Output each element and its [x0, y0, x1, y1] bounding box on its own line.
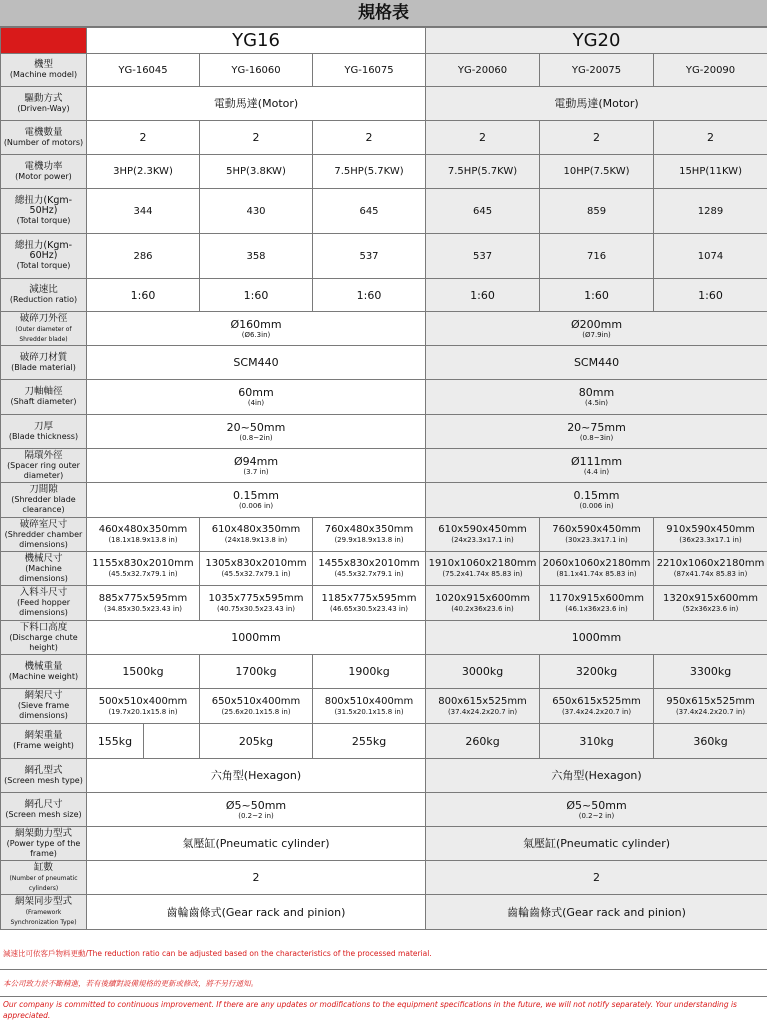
value-cell [313, 518, 426, 552]
spec-row-model [1, 54, 767, 87]
row-label-en: (Motor power) [15, 171, 72, 181]
value-cell [87, 380, 426, 415]
value-cell [426, 759, 767, 793]
row-label [1, 518, 87, 552]
value-cell: 1500kg [87, 655, 200, 689]
value-main: 0.15mm [573, 489, 620, 502]
spec-row-driven-way [1, 87, 767, 121]
row-label-en: (Shaft diameter) [10, 397, 77, 406]
value-main: 155kg [87, 724, 144, 758]
value-sub: (30x23.3x17.1 in) [565, 536, 628, 544]
row-label [1, 155, 87, 189]
row-label [1, 724, 87, 759]
value-cell: 3200kg [540, 655, 654, 689]
value-cell [426, 827, 767, 861]
value-cell: 537 [313, 234, 426, 279]
value-cell [540, 552, 654, 586]
row-label-en: (Frame weight) [13, 741, 74, 750]
value-cell: 205kg [200, 724, 313, 759]
value-cell [654, 586, 767, 621]
row-label-en: (Total torque) [16, 261, 71, 270]
value-main: 六角型(Hexagon) [551, 769, 642, 782]
row-label-zh: 刀間隙 [29, 484, 58, 495]
row-label [1, 346, 87, 380]
value-sub: (87x41.74x 85.83 in) [673, 570, 748, 578]
value-sub: (0.2~2 in) [578, 811, 615, 820]
value-main: 2210x1060x2180mm [656, 558, 765, 569]
spec-row-chamber-dimensions [1, 518, 767, 552]
value-sub: (37.4x24.2x20.7 in) [675, 707, 746, 716]
row-label-zh: 網孔型式 [24, 764, 63, 776]
value-cell [426, 861, 767, 895]
value-main: Ø5~50mm [566, 798, 627, 812]
value-main: 20~75mm [567, 420, 626, 434]
row-label-zh: 網架重量 [24, 730, 63, 741]
row-label [1, 189, 87, 234]
value-main: 電動馬達(Motor) [213, 97, 299, 110]
value-cell: 537 [426, 234, 540, 279]
value-cell [87, 793, 426, 827]
row-label-en: (Shredder blade clearance) [11, 495, 76, 514]
value-main: 2060x1060x2180mm [542, 558, 651, 569]
spec-row-blade-material [1, 346, 767, 380]
value-main: 650x510x400mm [211, 695, 301, 707]
value-cell: 286 [87, 234, 200, 279]
value-cell: YG-20060 [426, 54, 540, 87]
row-label [1, 380, 87, 415]
value-main: 800x510x400mm [324, 695, 414, 707]
value-sub: (4.4 in) [583, 467, 610, 476]
value-sub: (31.5x20.1x15.8 in) [334, 707, 404, 716]
value-main: 1035x775x595mm [208, 592, 304, 604]
spec-row-motor-power [1, 155, 767, 189]
value-sub: (0.8~3in) [579, 433, 614, 442]
value-cell [87, 483, 426, 518]
row-label-en: (Spacer ring outer diameter) [7, 460, 80, 480]
value-cell [426, 895, 767, 930]
row-label-zh: 網架尺寸 [24, 690, 63, 701]
value-cell [426, 518, 540, 552]
value-cell [540, 689, 654, 724]
value-sub: (29.9x18.9x13.8 in) [334, 536, 404, 544]
row-label [1, 415, 87, 449]
value-cell: 859 [540, 189, 654, 234]
value-cell [87, 87, 426, 121]
value-sub: (18.1x18.9x13.8 in) [108, 536, 178, 544]
row-label [1, 449, 87, 483]
value-sub: (34.85x30.5x23.43 in) [103, 604, 183, 613]
value-main: 800x615x525mm [438, 695, 527, 707]
note-en: Our company is committed to continuous improvement. If there are any updates or modifications to the equipment specifications in the future, we will not notify separately. Your understanding is appreciated. [3, 1000, 737, 1020]
spec-row-frame-weight [1, 724, 767, 759]
value-main: 760x590x450mm [552, 524, 641, 535]
value-sub: (25.6x20.1x15.8 in) [221, 707, 291, 716]
value-sub: (0.8~2in) [239, 433, 273, 442]
group-header-yg20: YG20 [426, 28, 767, 54]
spec-row-discharge-chute [1, 621, 767, 655]
row-label-en: (Power type of the frame) [6, 838, 81, 858]
row-label [1, 621, 87, 655]
value-cell [87, 346, 426, 380]
group-header-row [1, 28, 767, 54]
value-cell: 1:60 [654, 279, 767, 312]
row-label-en: (Screen mesh size) [5, 809, 82, 819]
value-main: 氣壓缸(Pneumatic cylinder) [523, 837, 671, 850]
value-cell: 2 [654, 121, 767, 155]
value-main: 1320x915x600mm [663, 592, 758, 604]
value-main: 610x590x450mm [438, 524, 527, 535]
value-cell: 2 [313, 121, 426, 155]
row-label-en: (Machine model) [9, 70, 78, 79]
row-label [1, 861, 87, 895]
row-label [1, 483, 87, 518]
row-label [1, 586, 87, 621]
spec-row-blade-thickness [1, 415, 767, 449]
spec-row-feed-hopper [1, 586, 767, 621]
note-zh: 本公司致力於不斷精進，若有後續對設備規格的更新或修改，將不另行通知。 [0, 970, 767, 997]
row-label-zh: 總扭力(Kgm-50Hz) [14, 195, 73, 216]
value-cell [426, 346, 767, 380]
row-label-zh: 下料口高度 [19, 621, 68, 633]
page-title: 規格表 [0, 0, 767, 27]
value-cell: 7.5HP(5.7KW) [313, 155, 426, 189]
value-main: 1000mm [571, 631, 622, 644]
value-cell [426, 552, 540, 586]
row-label-zh: 破碎刀外徑 [19, 312, 68, 324]
value-cell [426, 449, 767, 483]
row-label-en: (Outer diameter of Shredder blade) [15, 325, 72, 343]
value-main: 80mm [578, 386, 615, 399]
value-cell [654, 689, 767, 724]
row-label-en: (Framework Synchronization Type) [10, 909, 77, 926]
value-cell [87, 518, 200, 552]
value-sub: (81.1x41.74x 85.83 in) [556, 570, 637, 578]
row-label-en: (Blade thickness) [8, 431, 79, 441]
value-main: 氣壓缸(Pneumatic cylinder) [182, 837, 330, 850]
value-cell [426, 586, 540, 621]
value-cell [426, 793, 767, 827]
value-main: 1910x1060x2180mm [428, 558, 537, 569]
value-cell: 2 [426, 121, 540, 155]
value-cell: 1289 [654, 189, 767, 234]
value-cell [87, 895, 426, 930]
row-label-zh: 網架同步型式 [14, 896, 72, 907]
empty-subcell [144, 724, 199, 758]
row-label [1, 759, 87, 793]
row-label-en: (Blade material) [11, 362, 76, 372]
value-cell [87, 415, 426, 449]
value-cell: 15HP(11KW) [654, 155, 767, 189]
spec-row-sieve-frame [1, 689, 767, 724]
value-cell [426, 483, 767, 518]
value-cell [426, 312, 767, 346]
value-cell: 1700kg [200, 655, 313, 689]
value-main: Ø200mm [570, 317, 623, 331]
group-header-yg16: YG16 [87, 28, 426, 54]
value-cell: 5HP(3.8KW) [200, 155, 313, 189]
value-cell [200, 518, 313, 552]
value-cell: 3HP(2.3KW) [87, 155, 200, 189]
corner-cell [1, 28, 87, 54]
spec-row-torque-60hz [1, 234, 767, 279]
row-label-zh: 機械尺寸 [24, 552, 63, 564]
value-main: 2 [593, 871, 601, 884]
value-sub: (24x18.9x13.8 in) [224, 536, 288, 544]
value-main: 760x480x350mm [324, 524, 414, 535]
value-sub: (52x36x23.6 in) [682, 604, 739, 613]
value-main: 60mm [238, 386, 274, 399]
value-sub: (0.006 in) [238, 502, 274, 510]
value-cell [87, 724, 200, 759]
value-cell: YG-16060 [200, 54, 313, 87]
value-sub: (45.5x32.7x79.1 in) [221, 570, 291, 578]
spec-row-machine-weight [1, 655, 767, 689]
spec-row-screen-mesh-type [1, 759, 767, 793]
value-sub: (40.75x30.5x23.43 in) [216, 604, 296, 613]
row-label-zh: 缸數 [33, 861, 53, 873]
row-label [1, 552, 87, 586]
value-main: 885x775x595mm [98, 592, 188, 604]
row-label-zh: 總扭力(Kgm-60Hz) [14, 240, 73, 261]
value-main: 1185x775x595mm [321, 592, 417, 604]
value-cell: 645 [313, 189, 426, 234]
value-main: 1155x830x2010mm [92, 558, 194, 569]
row-label-zh: 隔環外徑 [24, 449, 63, 461]
spec-row-machine-dimensions [1, 552, 767, 586]
row-label-zh: 網孔尺寸 [24, 798, 63, 810]
spec-row-framework-sync [1, 895, 767, 930]
row-label [1, 655, 87, 689]
value-sub: (0.006 in) [579, 502, 614, 510]
row-label-zh: 破碎室尺寸 [19, 518, 68, 530]
value-main: SCM440 [573, 356, 620, 369]
value-sub: (75.2x41.74x 85.83 in) [442, 570, 523, 578]
value-main: 齒輪齒條式(Gear rack and pinion) [166, 905, 346, 919]
value-main: 650x615x525mm [552, 695, 641, 707]
value-main: 電動馬達(Motor) [554, 97, 639, 110]
value-main: Ø5~50mm [225, 798, 287, 812]
value-sub: (46.1x36x23.6 in) [565, 604, 628, 613]
row-label-zh: 驅動方式 [24, 92, 63, 104]
value-main: Ø94mm [233, 454, 279, 468]
value-sub: (45.5x32.7x79.1 in) [334, 570, 404, 578]
value-cell [540, 518, 654, 552]
row-label-en: (Screen mesh type) [4, 775, 83, 785]
value-cell [313, 689, 426, 724]
row-label [1, 234, 87, 279]
row-label-en: (Sieve frame dimensions) [17, 701, 70, 720]
value-cell: 430 [200, 189, 313, 234]
value-sub: (46.65x30.5x23.43 in) [329, 604, 409, 613]
value-main: Ø160mm [230, 317, 282, 331]
row-label-zh: 電機功率 [24, 160, 63, 172]
spec-row-torque-50hz [1, 189, 767, 234]
value-sub: (19.7x20.1x15.8 in) [108, 707, 178, 716]
spec-row-outer-diameter [1, 312, 767, 346]
row-label [1, 689, 87, 724]
row-label-zh: 刀厚 [33, 420, 53, 432]
value-cell: 716 [540, 234, 654, 279]
value-sub: (4in) [247, 399, 265, 407]
spec-row-number-of-motors [1, 121, 767, 155]
value-sub: (37.4x24.2x20.7 in) [561, 707, 632, 716]
value-cell [426, 415, 767, 449]
value-cell [426, 87, 767, 121]
value-cell: 1:60 [426, 279, 540, 312]
value-cell: 1:60 [87, 279, 200, 312]
value-main: 950x615x525mm [666, 695, 755, 707]
value-cell [313, 552, 426, 586]
value-cell [426, 380, 767, 415]
value-cell: 2 [200, 121, 313, 155]
value-cell [200, 552, 313, 586]
row-label-zh: 減速比 [29, 284, 58, 295]
row-label-en: (Total torque) [16, 216, 71, 225]
row-label [1, 54, 87, 87]
value-cell: YG-20090 [654, 54, 767, 87]
value-main: 0.15mm [233, 489, 279, 502]
row-label [1, 87, 87, 121]
value-main: 齒輪齒條式(Gear rack and pinion) [507, 905, 686, 919]
row-label-zh: 電機數量 [24, 126, 63, 138]
row-label [1, 279, 87, 312]
value-main: 20~50mm [226, 420, 286, 434]
value-cell: YG-20075 [540, 54, 654, 87]
value-cell: 3000kg [426, 655, 540, 689]
value-cell [87, 861, 426, 895]
value-main: 610x480x350mm [211, 524, 301, 535]
notes [0, 937, 767, 1024]
value-cell: 2 [540, 121, 654, 155]
value-main: 1020x915x600mm [435, 592, 530, 604]
value-cell [87, 586, 200, 621]
value-cell: 3300kg [654, 655, 767, 689]
value-cell [87, 689, 200, 724]
value-main: 1455x830x2010mm [318, 558, 420, 569]
row-label-zh: 破碎刀材質 [19, 351, 68, 363]
value-main: Ø111mm [570, 454, 623, 468]
row-label-en: (Machine dimensions) [19, 563, 68, 583]
value-cell [654, 518, 767, 552]
row-label-zh: 網架動力型式 [14, 827, 72, 839]
split-cell [87, 724, 199, 758]
value-cell [87, 552, 200, 586]
row-label-zh: 機械重量 [24, 660, 63, 672]
value-main: 2 [252, 871, 260, 884]
row-label-en: (Discharge chute height) [9, 632, 78, 652]
value-cell [540, 586, 654, 621]
row-label-zh: 入料斗尺寸 [19, 587, 68, 598]
value-main: SCM440 [233, 356, 279, 369]
value-cell [200, 689, 313, 724]
row-label-en: (Number of motors) [3, 137, 84, 147]
value-sub: (4.5in) [585, 399, 609, 407]
row-label-en: (Shredder chamber dimensions) [4, 529, 83, 549]
spec-row-shaft-diameter [1, 380, 767, 415]
value-cell [87, 621, 426, 655]
row-label-en: (Reduction ratio) [9, 295, 78, 304]
spec-row-blade-clearance [1, 483, 767, 518]
value-cell: 2 [87, 121, 200, 155]
value-cell: 7.5HP(5.7KW) [426, 155, 540, 189]
value-sub: (Ø6.3in) [241, 330, 271, 339]
row-label [1, 793, 87, 827]
spec-row-pneumatic-cylinders [1, 861, 767, 895]
value-main: 1170x915x600mm [549, 592, 644, 604]
value-cell: 1074 [654, 234, 767, 279]
value-cell: 310kg [540, 724, 654, 759]
value-cell: 344 [87, 189, 200, 234]
spec-row-reduction-ratio [1, 279, 767, 312]
value-main: 六角型(Hexagon) [210, 769, 302, 782]
value-sub: (45.5x32.7x79.1 in) [108, 570, 178, 578]
row-label-zh: 刀軸軸徑 [24, 386, 63, 397]
value-cell [87, 827, 426, 861]
value-cell [426, 621, 767, 655]
value-cell [426, 689, 540, 724]
value-sub: (0.2~2 in) [238, 811, 274, 820]
value-sub: (36x23.3x17.1 in) [679, 536, 742, 544]
value-main: 1000mm [231, 631, 281, 644]
value-cell [87, 449, 426, 483]
value-cell: 358 [200, 234, 313, 279]
row-label-en: (Number of pneumatic cylinders) [9, 874, 78, 892]
value-cell: 10HP(7.5KW) [540, 155, 654, 189]
value-cell: YG-16075 [313, 54, 426, 87]
value-cell: 260kg [426, 724, 540, 759]
note-reduction-ratio: 減速比可依客戶物料更動/The reduction ratio can be adjusted based on the characteristics of the processed material. [0, 937, 767, 970]
value-cell: YG-16045 [87, 54, 200, 87]
value-main: 460x480x350mm [98, 524, 188, 535]
value-cell [313, 586, 426, 621]
spec-row-spacer-ring [1, 449, 767, 483]
row-label [1, 827, 87, 861]
row-label-en: (Feed hopper dimensions) [16, 598, 71, 617]
spec-row-screen-mesh-size [1, 793, 767, 827]
value-cell: 1:60 [313, 279, 426, 312]
value-main: 910x590x450mm [666, 524, 755, 535]
value-sub: (3.7 in) [243, 467, 269, 476]
value-cell: 255kg [313, 724, 426, 759]
value-cell: 645 [426, 189, 540, 234]
value-cell: 360kg [654, 724, 767, 759]
row-label [1, 121, 87, 155]
value-cell: 1:60 [200, 279, 313, 312]
row-label [1, 895, 87, 930]
spec-table [0, 27, 767, 930]
value-cell [654, 552, 767, 586]
value-main: 500x510x400mm [98, 695, 188, 707]
value-sub: (40.2x36x23.6 in) [451, 604, 514, 613]
value-cell [87, 759, 426, 793]
value-cell: 1:60 [540, 279, 654, 312]
value-main: 1305x830x2010mm [205, 558, 307, 569]
row-label-zh: 機型 [33, 59, 53, 70]
row-label-en: (Driven-Way) [17, 103, 70, 113]
value-cell [87, 312, 426, 346]
row-label [1, 312, 87, 346]
value-cell [200, 586, 313, 621]
row-label-en: (Machine weight) [8, 671, 79, 681]
value-sub: (37.4x24.2x20.7 in) [447, 707, 518, 716]
value-sub: (Ø7.9in) [582, 330, 611, 339]
value-cell: 1900kg [313, 655, 426, 689]
value-sub: (24x23.3x17.1 in) [451, 536, 514, 544]
spec-row-power-type [1, 827, 767, 861]
